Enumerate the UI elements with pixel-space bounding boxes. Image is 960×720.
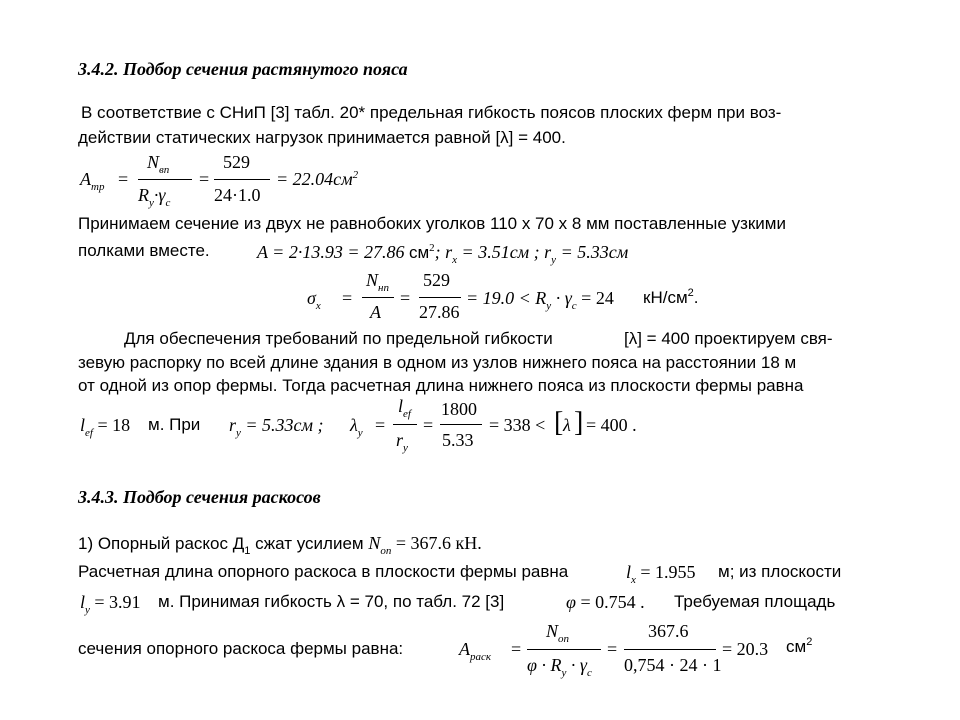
paragraph-line: действии статических нагрузок принимается равной [λ] = 400. <box>78 128 566 147</box>
paragraph-line: полками вместе. <box>78 241 210 260</box>
fraction-denominator: A <box>370 302 381 322</box>
formula-symbol: λ <box>563 415 571 435</box>
formula-operator: = <box>375 415 386 435</box>
paragraph-line: м; из плоскости <box>718 562 842 581</box>
paragraph-line: сечения опорного раскоса фермы равна: <box>78 639 404 658</box>
fraction-denominator: 27.86 <box>419 302 460 322</box>
fraction-numerator: $N_{вп}$ <box>147 152 170 176</box>
formula-operator: = <box>400 288 411 308</box>
paragraph-line: 1) Опорный раскос $Д_1$ сжат усилием $N_{оп} = 367.6$ кН. <box>78 533 482 557</box>
fraction-bar <box>362 297 394 298</box>
paragraph-line: Для обеспечения требований по предельной гибкости <box>124 329 553 348</box>
fraction-numerator: 367.6 <box>648 621 689 641</box>
fraction-numerator: 529 <box>423 270 450 290</box>
formula-inline: A = 2·13.93 = 27.86 $см^2$; $r_x = 3.51см$ ; $r_y = 5.33см$ <box>257 242 629 266</box>
fraction-bar <box>527 649 601 650</box>
fraction-numerator: 529 <box>223 152 250 172</box>
formula-inline: φ = 0.754 . <box>566 592 645 612</box>
formula-operator: = <box>511 639 522 659</box>
fraction-numerator: $N_{нп}$ <box>366 270 389 294</box>
formula-symbol: $\lambda_y$ <box>350 415 363 439</box>
section-heading-342: 3.4.2. Подбор сечения растянутого пояса <box>78 59 408 79</box>
formula-result: = 400 . <box>586 415 637 435</box>
formula-operator: = <box>342 288 353 308</box>
fraction-numerator: $l_{ef}$ <box>398 396 411 420</box>
fraction-bar <box>440 424 482 425</box>
fraction-bar <box>624 649 716 650</box>
formula-operator: = <box>199 169 210 189</box>
fraction-numerator: $N_{оп}$ <box>546 621 570 645</box>
bracket-open: [ <box>554 407 564 438</box>
formula-result: = 338 < <box>489 415 546 435</box>
formula-result: = $22.04см^2$ <box>276 169 359 189</box>
formula-symbol: $A_{раск}$ <box>459 639 492 663</box>
bracket-close: ] <box>574 407 584 438</box>
fraction-denominator: 0,754 · 24 · 1 <box>624 655 722 675</box>
paragraph-line: Требуемая площадь <box>674 592 836 611</box>
formula-unit: $см^2$ <box>786 636 813 656</box>
paragraph-line: м. Принимая гибкость λ = 70, по табл. 72 [3] <box>158 592 505 611</box>
paragraph-line: Принимаем сечение из двух не равнобоких уголков 110 х 70 х 8 мм поставленные узкими <box>78 214 786 233</box>
formula-result: = 20.3 <box>722 639 769 659</box>
fraction-bar <box>138 179 192 180</box>
paragraph-line: [λ] = 400 проектируем свя- <box>624 329 833 348</box>
formula-result: = $19.0 < R_y \cdot \gamma_c = 24$ <box>466 288 614 312</box>
formula-symbol: $r_y = 5.33см$ ; <box>229 415 324 439</box>
paragraph-line: зевую распорку по всей длине здания в одном из узлов нижнего пояса на расстоянии 18 м <box>78 353 797 372</box>
paragraph-line: Расчетная длина опорного раскоса в плоскости фермы равна <box>78 562 569 581</box>
formula-operator: = <box>423 415 434 435</box>
fraction-bar <box>393 424 417 425</box>
paragraph-line: В соответствие с СНиП [3] табл. 20* предельная гибкость поясов плоских ферм при воз- <box>81 103 782 122</box>
formula-symbol: $A_{тр}$ <box>80 169 105 193</box>
formula-operator: = <box>118 169 129 189</box>
paragraph-line: от одной из опор фермы. Тогда расчетная длина нижнего пояса из плоскости фермы равна <box>78 376 804 395</box>
formula-unit: $кН/см^2$. <box>643 287 699 307</box>
formula-inline: $l_x = 1.955$ <box>626 562 696 586</box>
fraction-denominator: $\varphi \cdot R_y \cdot \gamma_c$ <box>527 655 592 679</box>
fraction-denominator: $R_y\cdot\gamma_c$ <box>138 185 171 209</box>
fraction-denominator: 24·1.0 <box>214 185 261 205</box>
fraction-numerator: 1800 <box>441 399 477 419</box>
section-heading-343: 3.4.3. Подбор сечения раскосов <box>78 487 321 507</box>
fraction-denominator: 5.33 <box>442 430 474 450</box>
formula-symbol: $l_{ef} = 18$ <box>80 415 131 439</box>
formula-text: м. При <box>148 415 201 434</box>
formula-operator: = <box>607 639 618 659</box>
fraction-bar <box>419 297 461 298</box>
fraction-bar <box>214 179 270 180</box>
fraction-denominator: $r_y$ <box>396 430 408 454</box>
formula-symbol: $\sigma_x$ <box>307 288 321 312</box>
formula-inline: $l_y = 3.91$ <box>80 592 141 616</box>
